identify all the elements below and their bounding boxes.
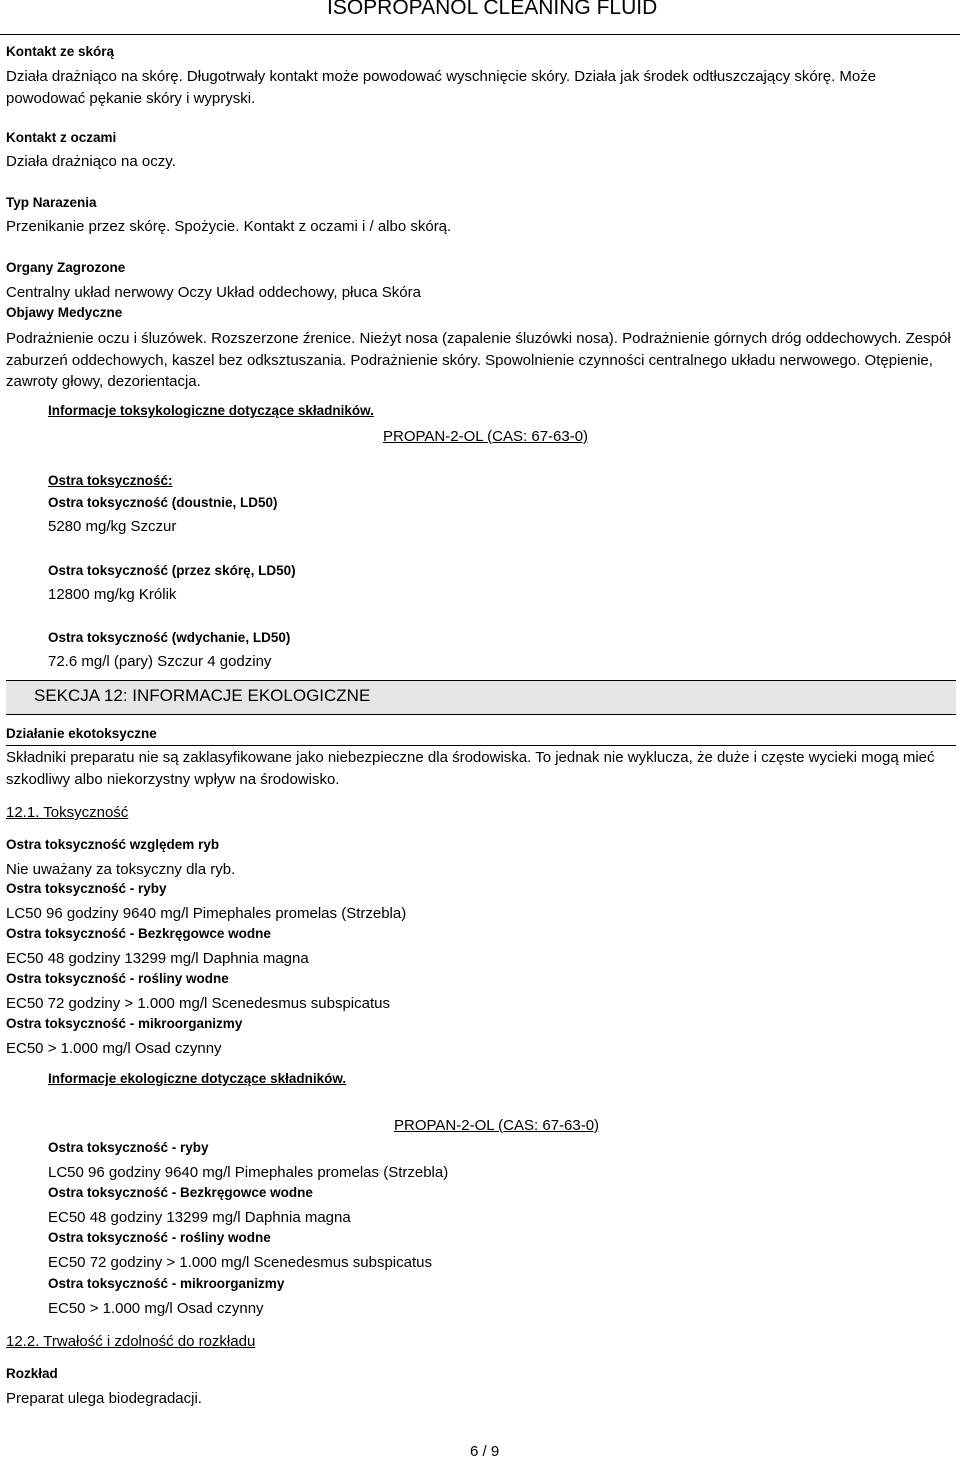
skin-contact-text: Działa drażniąco na skórę. Długotrwały kontakt może powodować wyschnięcie skóry. Działa jak środek odtłuszczający skórę. Może powodować pękanie skóry i wypryski.: [6, 68, 877, 107]
component-invertebrates-heading: Ostra toksyczność - Bezkręgowce wodne: [48, 1185, 313, 1200]
page-number: 6 / 9: [470, 1443, 500, 1460]
inhalation-ld50-heading: Ostra toksyczność (wdychanie, LD50): [48, 630, 291, 645]
eye-contact-heading: Kontakt z oczami: [6, 130, 117, 145]
header-rule: [0, 34, 960, 35]
organs-text: Centralny układ nerwowy Oczy Układ oddechowy, płuca Skóra: [6, 284, 421, 301]
acute-tox-heading: Ostra toksyczność:: [48, 473, 173, 488]
oral-ld50-value: 5280 mg/kg Szczur: [48, 518, 177, 535]
section-12-title: SEKCJA 12: INFORMACJE EKOLOGICZNE: [34, 686, 371, 705]
dermal-ld50-heading: Ostra toksyczność (przez skórę, LD50): [48, 563, 296, 578]
microorganisms-heading: Ostra toksyczność - mikroorganizmy: [6, 1016, 243, 1031]
eye-contact-text: Działa drażniąco na oczy.: [6, 153, 176, 170]
tox-info-heading: Informacje toksykologiczne dotyczące składników.: [48, 403, 374, 418]
fish-lc50-heading: Ostra toksyczność - ryby: [6, 881, 167, 896]
eco-substance-title: PROPAN-2-OL (CAS: 67-63-0): [394, 1117, 600, 1134]
component-microorganisms-value: EC50 > 1.000 mg/l Osad czynny: [48, 1300, 264, 1317]
symptoms-heading: Objawy Medyczne: [6, 305, 123, 320]
fish-lc50-value: LC50 96 godziny 9640 mg/l Pimephales promelas (Strzebla): [6, 905, 407, 922]
plants-value: EC50 72 godziny > 1.000 mg/l Scenedesmus subspicatus: [6, 995, 390, 1012]
organs-heading: Organy Zagrozone: [6, 260, 126, 275]
fish-tox-heading: Ostra toksyczność względem ryb: [6, 837, 220, 852]
ecotox-heading: Działanie ekotoksyczne: [6, 726, 157, 741]
skin-contact-heading: Kontakt ze skórą: [6, 44, 115, 59]
tox-substance-title: PROPAN-2-OL (CAS: 67-63-0): [383, 428, 589, 445]
degradation-text: Preparat ulega biodegradacji.: [6, 1390, 202, 1407]
component-plants-heading: Ostra toksyczność - rośliny wodne: [48, 1230, 271, 1245]
dermal-ld50-value: 12800 mg/kg Królik: [48, 586, 177, 603]
component-plants-value: EC50 72 godziny > 1.000 mg/l Scenedesmus subspicatus: [48, 1254, 432, 1271]
eco-info-heading: Informacje ekologiczne dotyczące składników.: [48, 1071, 347, 1086]
component-fish-value: LC50 96 godziny 9640 mg/l Pimephales promelas (Strzebla): [48, 1164, 449, 1181]
subsection-12-2-title: 12.2. Trwałość i zdolność do rozkładu: [6, 1333, 256, 1350]
exposure-heading: Typ Narazenia: [6, 195, 97, 210]
oral-ld50-heading: Ostra toksyczność (doustnie, LD50): [48, 495, 278, 510]
section-12-band: [6, 680, 956, 715]
invertebrates-value: EC50 48 godziny 13299 mg/l Daphnia magna: [6, 950, 309, 967]
exposure-text: Przenikanie przez skórę. Spożycie. Kontakt z oczami i / albo skórą.: [6, 218, 452, 235]
inhalation-ld50-value: 72.6 mg/l (pary) Szczur 4 godziny: [48, 653, 272, 670]
invertebrates-heading: Ostra toksyczność - Bezkręgowce wodne: [6, 926, 271, 941]
symptoms-text: Podrażnienie oczu i śluzówek. Rozszerzone źrenice. Nieżyt nosa (zapalenie śluzówki nosa). Podrażnienie górnych dróg oddechowych. Zespół zaburzeń oddechowych, kaszel bez odksztuszania. Podrażnienie skóry. Spowolnienie czynności centralnego układu nerwowego. Otępienie, zawroty głowy, dezorientacja.: [6, 330, 951, 390]
subsection-12-1-title: 12.1. Toksyczność: [6, 804, 129, 821]
plants-heading: Ostra toksyczność - rośliny wodne: [6, 971, 229, 986]
microorganisms-value: EC50 > 1.000 mg/l Osad czynny: [6, 1040, 222, 1057]
document-title: ISOPROPANOL CLEANING FLUID: [327, 0, 658, 19]
ecotox-rule: [6, 745, 956, 746]
component-microorganisms-heading: Ostra toksyczność - mikroorganizmy: [48, 1276, 285, 1291]
component-invertebrates-value: EC50 48 godziny 13299 mg/l Daphnia magna: [48, 1209, 351, 1226]
ecotox-text: Składniki preparatu nie są zaklasyfikowane jako niebezpieczne dla środowiska. To jednak nie wyklucza, że duże i częste wycieki mogą mieć szkodliwy albo niekorzystny wpływ na środowisko.: [6, 749, 935, 788]
fish-tox-text: Nie uważany za toksyczny dla ryb.: [6, 861, 236, 878]
component-fish-heading: Ostra toksyczność - ryby: [48, 1140, 209, 1155]
degradation-heading: Rozkład: [6, 1366, 58, 1381]
